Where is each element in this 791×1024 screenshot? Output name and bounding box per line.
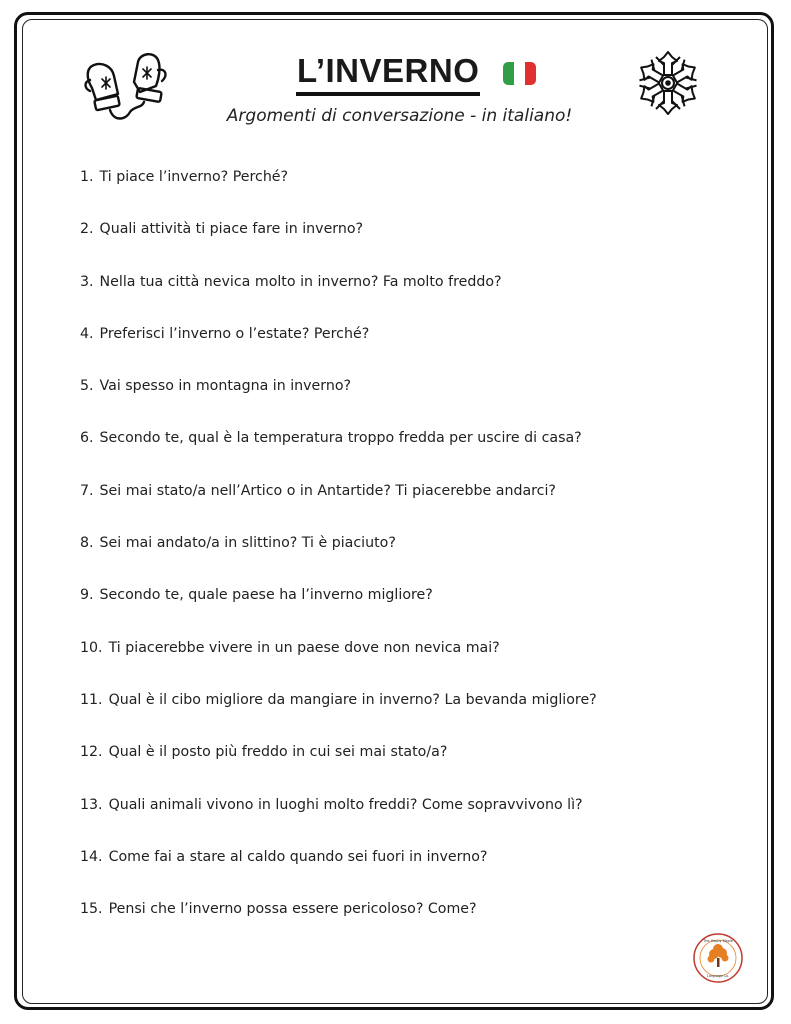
- question-list: [80, 166, 597, 950]
- question-number: 2.: [80, 221, 94, 238]
- question-text: Ti piace l’inverno? Perché?: [99, 169, 289, 185]
- question-text: Sei mai stato/a nell’Artico o in Antartide? Ti piacerebbe andarci?: [99, 482, 556, 499]
- question-item: [80, 637, 597, 689]
- question-number: 14.: [80, 848, 103, 865]
- question-text: Qual è il cibo migliore da mangiare in inverno? La bevanda migliore?: [108, 691, 597, 708]
- question-number: 8.: [80, 535, 94, 552]
- question-item: [80, 480, 597, 532]
- question-text: Ti piacerebbe vivere in un paese dove non nevica mai?: [108, 639, 500, 656]
- italian-flag-icon: [503, 62, 536, 85]
- question-number: 10.: [80, 639, 103, 656]
- question-item: [80, 166, 597, 218]
- question-number: 11.: [80, 691, 103, 708]
- question-number: 5.: [80, 378, 94, 395]
- question-text: Secondo te, qual è la temperatura troppo fredda per uscire di casa?: [99, 430, 582, 447]
- subtitle-text: Argomenti di conversazione - in italiano!: [226, 106, 573, 126]
- question-number: 7.: [80, 482, 94, 499]
- question-text: Qual è il posto più freddo in cui sei mai stato/a?: [108, 744, 448, 761]
- question-number: 12.: [80, 744, 103, 761]
- question-number: 13.: [80, 796, 103, 813]
- question-number: 9.: [80, 587, 94, 604]
- question-number: 1.: [80, 169, 94, 185]
- question-text: Vai spesso in montagna in inverno?: [99, 378, 352, 395]
- logo-text-top: The Happy Maple: [703, 939, 733, 943]
- question-text: Quali attività ti piace fare in inverno?: [99, 221, 364, 238]
- question-item: [80, 323, 597, 375]
- question-item: [80, 898, 597, 950]
- question-text: Nella tua città nevica molto in inverno? Fa molto freddo?: [99, 273, 502, 290]
- question-text: Pensi che l’inverno possa essere pericoloso? Come?: [108, 901, 477, 918]
- question-item: [80, 846, 597, 898]
- question-text: Preferisci l’inverno o l’estate? Perché?: [99, 325, 370, 342]
- question-number: 3.: [80, 273, 94, 290]
- question-item: [80, 271, 597, 323]
- question-item: [80, 741, 597, 793]
- question-text: Secondo te, quale paese ha l’inverno migliore?: [99, 587, 433, 604]
- question-item: [80, 427, 597, 479]
- logo-text-bottom: Language Co.: [707, 974, 729, 978]
- question-text: Quali animali vivono in luoghi molto freddi? Come sopravvivono lì?: [108, 796, 583, 813]
- question-number: 4.: [80, 325, 94, 342]
- question-item: [80, 584, 597, 636]
- page-title: L’INVERNO: [296, 50, 480, 96]
- question-item: [80, 375, 597, 427]
- tree-logo-icon: [692, 932, 744, 984]
- question-text: Sei mai andato/a in slittino? Ti è piaciuto?: [99, 535, 396, 552]
- question-text: Come fai a stare al caldo quando sei fuori in inverno?: [108, 848, 488, 865]
- question-item: [80, 218, 597, 270]
- question-number: 15.: [80, 901, 103, 918]
- question-number: 6.: [80, 430, 94, 447]
- question-item: [80, 794, 597, 846]
- question-item: [80, 532, 597, 584]
- question-item: [80, 689, 597, 741]
- snowflake-icon: [632, 50, 704, 116]
